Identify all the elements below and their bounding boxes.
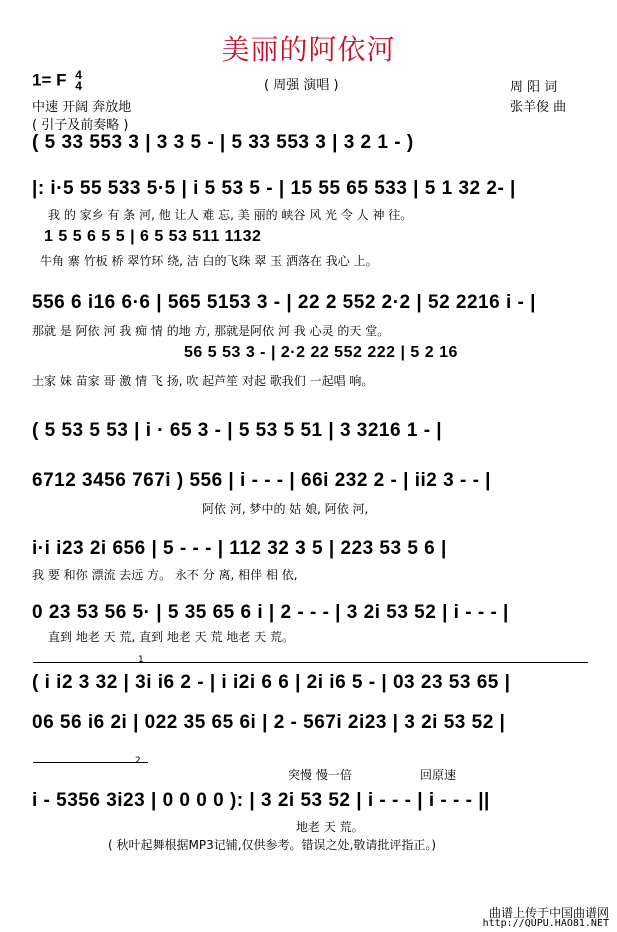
- intro-note: ( 引子及前奏略 ): [32, 118, 129, 133]
- page-title: 美丽的阿依河: [221, 33, 396, 66]
- tempo-marking: 中速 开阔 奔放地: [32, 100, 132, 115]
- key-label: 1= F: [32, 70, 67, 90]
- volta-number: 2: [135, 756, 141, 766]
- score-line: 1 5 5 6 5 5 | 6 5 53 511 1132: [44, 228, 262, 245]
- volta-number: 1: [138, 655, 144, 665]
- tempo-restore: 回原速: [420, 768, 457, 782]
- site-credit: 曲谱上传于中国曲谱网: [488, 906, 609, 920]
- score-line: i - 5356 3i23 | 0 0 0 0 ): | 3 2i 53 52 | i - - - | i - - - ||: [32, 790, 490, 811]
- lyric-line: 阿依 河, 梦中的 姑 娘, 阿依 河,: [202, 502, 369, 516]
- lyric-line: 牛角 寨 竹板 桥 翠竹环 绕, 洁 白的飞珠 翠 玉 洒落在 我心 上。: [40, 254, 378, 268]
- lyric-line: 那就 是 阿依 河 我 痴 情 的地 方, 那就是阿依 河 我 心灵 的天 堂。: [32, 324, 390, 338]
- lyric-line: 我 的 家乡 有 条 河, 他 让人 难 忘, 美 丽的 峡谷 风 光 令 人 神 往。: [48, 208, 413, 222]
- score-line: 0 23 53 56 5· | 5 35 65 6 i | 2 - - - | 3 2i 53 52 | i - - - |: [32, 602, 509, 623]
- score-line: 06 56 i6 2i | 022 35 65 6i | 2 - 567i 2i23 | 3 2i 53 52 |: [32, 712, 506, 733]
- score-line: ( i i2 3 32 | 3i i6 2 - | i i2i 6 6 | 2i i6 5 - | 03 23 53 65 |: [32, 672, 511, 693]
- lyric-line: 我 要 和你 漂流 去远 方。 永不 分 离, 相伴 相 依,: [32, 568, 298, 582]
- time-bottom: 4: [75, 79, 82, 93]
- time-top: 4: [75, 68, 82, 82]
- site-url: http://QUPU.HAO81.NET: [482, 918, 609, 929]
- lyric-line: 土家 妹 苗家 哥 激 情 飞 扬, 吹 起芦笙 对起 歌我们 一起唱 响。: [32, 374, 374, 388]
- score-line: |: i·5 55 533 5·5 | i 5 53 5 - | 15 55 65 533 | 5 1 32 2- |: [32, 178, 516, 199]
- score-line: 6712 3456 767i ) 556 | i - - - | 66i 232 2 - | ii2 3 - - |: [32, 470, 491, 491]
- composer: 张羊俊 曲: [510, 100, 567, 115]
- key-signature: [32, 70, 82, 92]
- score-line: 56 5 53 3 - | 2·2 22 552 222 | 5 2 16: [184, 344, 458, 361]
- volta-line: [33, 762, 148, 763]
- transcription-note: ( 秋叶起舞根据MP3记铺,仅供参考。错误之处,敬请批评指正。): [108, 838, 437, 852]
- lyric-line: 地老 天 荒。: [296, 820, 364, 834]
- tempo-slow: 突慢 慢一倍: [288, 768, 352, 782]
- score-line: 556 6 i16 6·6 | 565 5153 3 - | 22 2 552 2·2 | 52 2216 i - |: [32, 292, 536, 313]
- performer: ( 周强 演唱 ): [264, 78, 339, 93]
- time-signature: [75, 70, 82, 92]
- score-line: ( 5 53 5 53 | i · 65 3 - | 5 53 5 51 | 3 3216 1 - |: [32, 420, 443, 441]
- score-line: i·i i23 2i 656 | 5 - - - | 112 32 3 5 | 223 53 5 6 |: [32, 538, 447, 559]
- lyricist: 周 阳 词: [510, 80, 558, 95]
- score-line: ( 5 33 553 3 | 3 3 5 - | 5 33 553 3 | 3 2 1 - ): [32, 132, 414, 153]
- lyric-line: 直到 地老 天 荒, 直到 地老 天 荒 地老 天 荒。: [48, 630, 294, 644]
- volta-line: [33, 662, 588, 663]
